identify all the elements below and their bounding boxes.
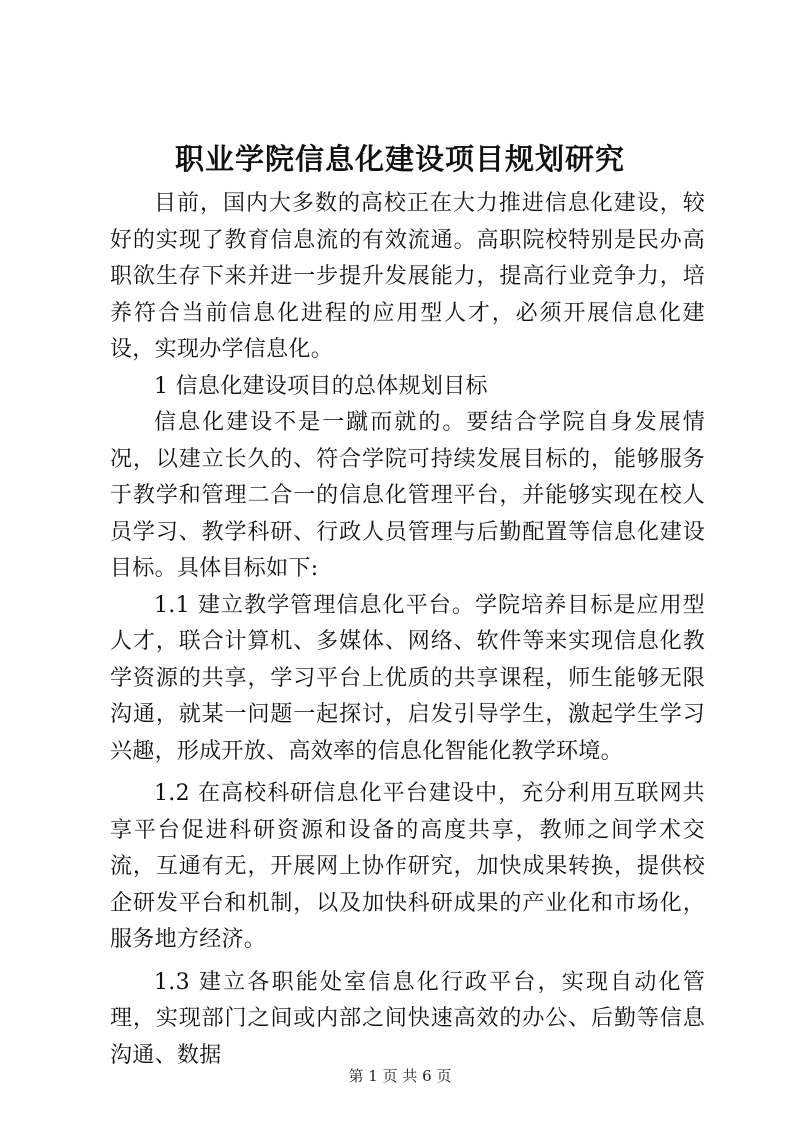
section-heading-1: 1 信息化建设项目的总体规划目标 xyxy=(154,373,488,399)
paragraph-intro: 目前，国内大多数的高校正在大力推进信息化建设，较好的实现了教育信息流的有效流通。高职院校特别是民办高职欲生存下来并进一步提升发展能力，提高行业竞争力，培养符合当前信息化进程的应用型人才，必须开展信息化建设，实现办学信息化。 xyxy=(110,191,705,362)
document-body xyxy=(110,186,705,1074)
document-title: 职业学院信息化建设项目规划研究 xyxy=(174,142,625,176)
paragraph-1-2: 1.2 在高校科研信息化平台建设中，充分利用互联网共享平台促进科研资源和设备的高度共享，教师之间学术交流，互通有无，开展网上协作研究，加快成果转换，提供校企研发平台和机制，以及加快科研成果的产业化和市场化，服务地方经济。 xyxy=(110,781,705,952)
paragraph-1-3: 1.3 建立各职能处室信息化行政平台，实现自动化管理，实现部门之间或内部之间快速高效的办公、后勤等信息沟通、数据 xyxy=(110,969,705,1068)
paragraph-1-1: 1.1 建立教学管理信息化平台。学院培养目标是应用型人才，联合计算机、多媒体、网络、软件等来实现信息化教学资源的共享，学习平台上优质的共享课程，师生能够无限沟通，就某一问题一起探讨，启发引导学生，激起学生学习兴趣，形成开放、高效率的信息化智能化教学环境。 xyxy=(110,592,705,764)
page-number-footer: 第 1 页 共 6 页 xyxy=(348,1067,452,1085)
paragraph-overview: 信息化建设不是一蹴而就的。要结合学院自身发展情况，以建立长久的、符合学院可持续发展目标的，能够服务于教学和管理二合一的信息化管理平台，并能够实现在校人员学习、教学科研、行政人员管理与后勤配置等信息化建设目标。具体目标如下: xyxy=(110,410,705,581)
